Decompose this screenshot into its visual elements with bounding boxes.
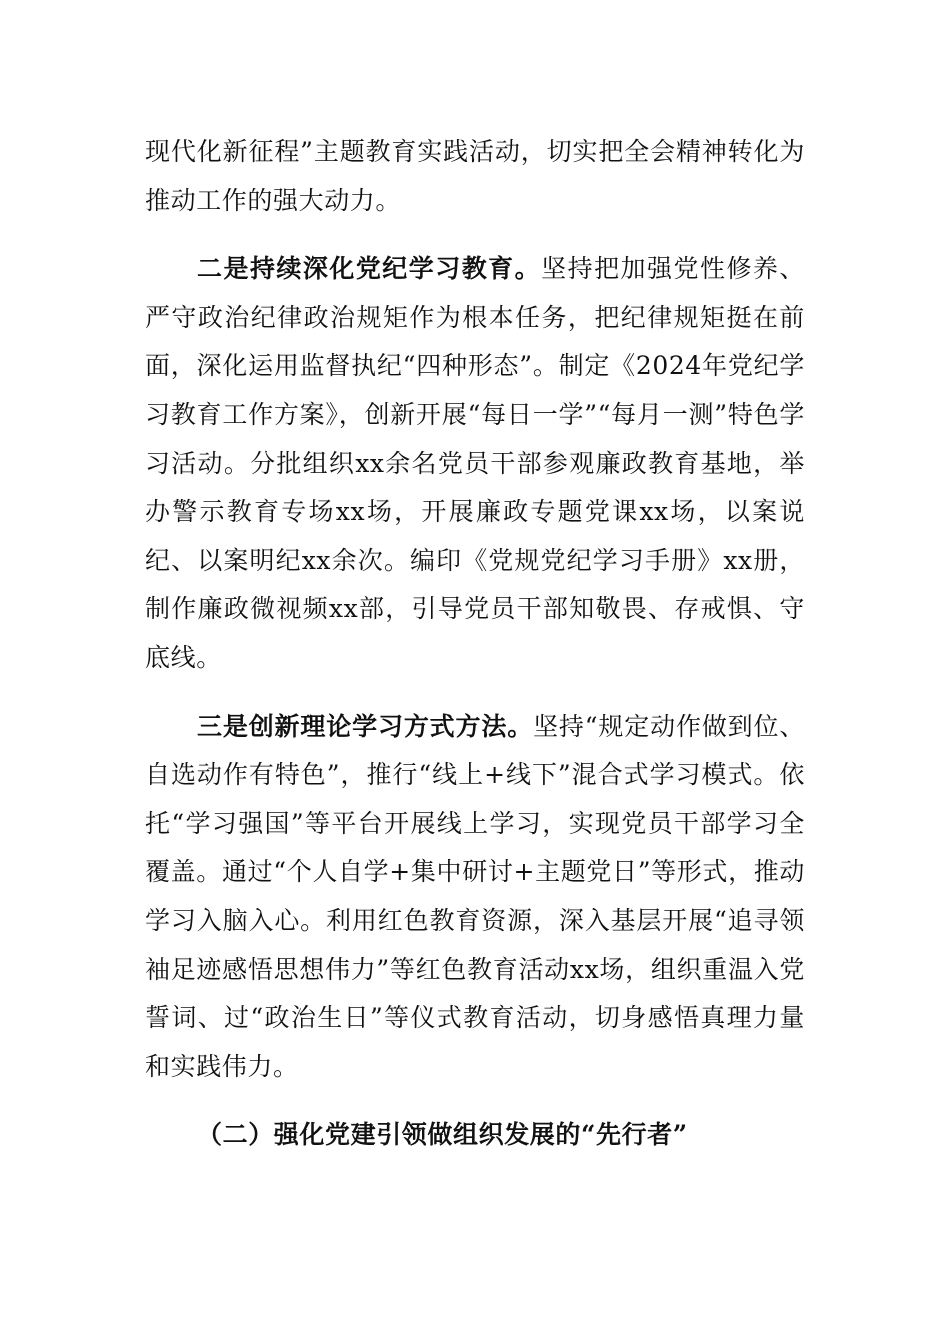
paragraph-lead: 三是创新理论学习方式方法。	[197, 711, 534, 741]
section-heading: （二）强化党建引领做组织发展的“先行者”	[197, 1120, 688, 1150]
paragraph-body: 坚持“规定动作做到位、自选动作有特色”，推行“线上+线下”混合式学习模式。依托“学习强国”等平台开展线上学习，实现党员干部学习全覆盖。通过“个人自学+集中研讨+主题党日”等形式，推动学习入脑入心。利用红色教育资源，深入基层开展“追寻领袖足迹感悟思想伟力”等红色教育活动xx场，组织重温入党誓词、过“政治生日”等仪式教育活动，切身感悟真理力量和实践伟力。	[145, 711, 805, 1081]
paragraph-theory-learning-methods	[145, 703, 805, 1092]
paragraph-body: 坚持把加强党性修养、严守政治纪律政治规矩作为根本任务，把纪律规矩挺在前面，深化运用监督执纪“四种形态”。制定《2024年党纪学习教育工作方案》，创新开展“每日一学”“每月一测”特色学习活动。分批组织xx余名党员干部参观廉政教育基地，举办警示教育专场xx场，开展廉政专题党课xx场，以案说纪、以案明纪xx余次。编印《党规党纪学习手册》xx册，制作廉政微视频xx部，引导党员干部知敬畏、存戒惧、守底线。	[145, 254, 805, 672]
document-body	[145, 128, 805, 1160]
paragraph-lead: 二是持续深化党纪学习教育。	[197, 254, 542, 284]
paragraph-body: 现代化新征程”主题教育实践活动，切实把全会精神转化为推动工作的强大动力。	[145, 137, 805, 215]
paragraph-party-discipline-education	[145, 245, 805, 682]
paragraph-continuation	[145, 128, 805, 225]
